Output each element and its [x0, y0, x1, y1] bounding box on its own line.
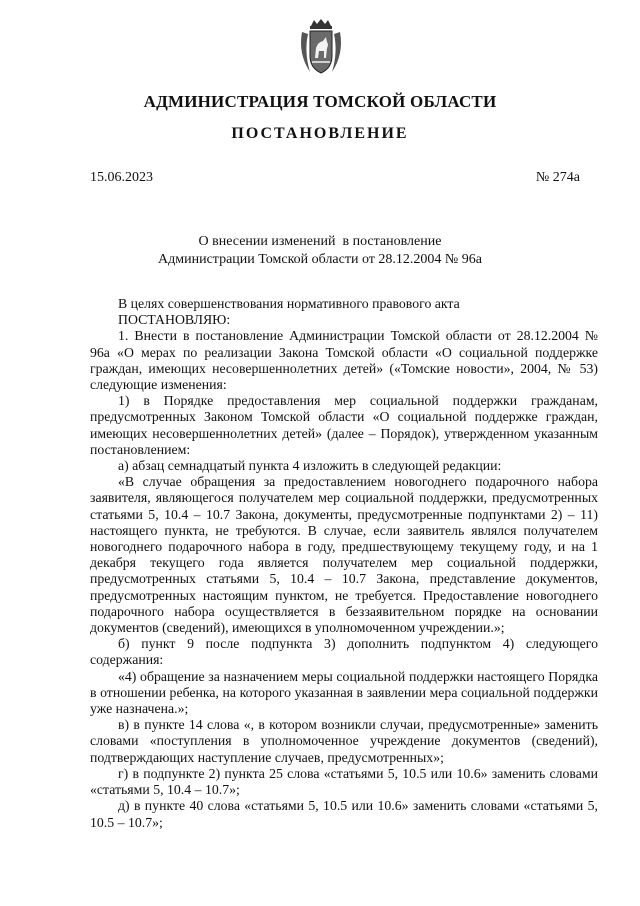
paragraph-preamble: В целях совершенствования нормативного правового акта [118, 296, 460, 311]
coat-of-arms-icon [296, 18, 346, 78]
document-date: 15.06.2023 [90, 170, 153, 185]
subject-line-1: О внесении изменений в постановление [198, 234, 442, 249]
document-body [90, 296, 598, 831]
document-number: № 274а [535, 170, 580, 185]
paragraph-subitem-b: б) пункт 9 после подпункта 3) дополнить подпунктом 4) следующего содержания: [90, 636, 598, 668]
paragraph-quote-a: «В случае обращения за предоставлением новогоднего подарочного набора заявителя, являющегося получателем мер социальной поддержки, предусмотренных статьями 5, 10.4 – 10.7 Закона, документы, предусмотренные подпунктами 2) – 11) настоящего пункта, не требуются. В случае, если заявитель являлся получателем новогоднего подарочного набора в году, предшествующему текущему году, и на 1 декабря текущего года является получателем мер социальной поддержки, предусмотренных статьями 5, 10.4 – 10.7 Закона, представление документов, предусмотренных настоящим пунктом, не требуется. Предоставление новогоднего подарочного набора осуществляется в беззаявительном порядке на основании документов (сведений), имеющихся в уполномоченном учреждении.»; [90, 474, 598, 636]
paragraph-subitem-d: д) в пункте 40 слова «статьями 5, 10.5 или 10.6» заменить словами «статьями 5, 10.5 – 10.7»; [90, 798, 598, 830]
paragraph-quote-b: «4) обращение за назначением меры социальной поддержки настоящего Порядка в отношении ребенка, на которого указанная в заявлении мера социальной поддержки уже назначена.»; [90, 668, 598, 717]
paragraph-item-1: 1. Внести в постановление Администрации Томской области от 28.12.2004 № 96а «О мерах по реализации Закона Томской области «О социальной поддержке граждан, имеющих несовершеннолетних детей» («Томские новости», 2004, № 53) следующие изменения: [90, 328, 598, 393]
paragraph-subitem-a: а) абзац семнадцатый пункта 4 изложить в следующей редакции: [118, 458, 502, 474]
document-subject [0, 233, 640, 269]
organization-title: АДМИНИСТРАЦИЯ ТОМСКОЙ ОБЛАСТИ [143, 92, 497, 111]
document-type: ПОСТАНОВЛЕНИЕ [231, 125, 409, 142]
paragraph-subitem-v: в) в пункте 14 слова «, в котором возникли случаи, предусмотренные» заменить словами «поступления в уполномоченное учреждение документов (сведений), подтверждающих наступление случаев, предусмотренных»; [90, 717, 598, 765]
paragraph-subitem-1: 1) в Порядке предоставления мер социальной поддержки гражданам, предусмотренных Законом Томской области «О социальной поддержке граждан, имеющих несовершеннолетних детей» (далее – Порядок), утвержденном указанным постановлением: [90, 393, 598, 457]
paragraph-resolve: ПОСТАНОВЛЯЮ: [118, 312, 231, 328]
subject-line-2: Администрации Томской области от 28.12.2004 № 96а [158, 252, 482, 267]
paragraph-subitem-g: г) в подпункте 2) пункта 25 слова «статьями 5, 10.5 или 10.6» заменить словами «статьями 5, 10.4 – 10.7»; [90, 765, 598, 798]
